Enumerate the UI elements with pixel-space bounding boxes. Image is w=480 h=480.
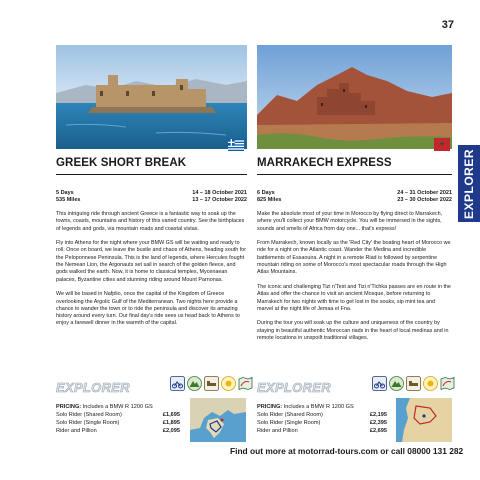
footer-contact[interactable]: Find out more at motorrad-tours.com or call 08000 131 282 (230, 446, 464, 456)
tour-title-morocco: MARRAKECH EXPRESS (257, 157, 392, 169)
greece-fortress-photo (56, 45, 247, 149)
hotel-icon (406, 376, 421, 391)
price-row (56, 427, 180, 435)
price-value: £2,695 (369, 428, 387, 434)
tour-dates (397, 190, 452, 204)
pricing-label: PRICING: (56, 404, 82, 410)
pricing-header (56, 403, 180, 411)
description-paragraph: Fly into Athens for the night where your BMW GS will be waiting and ready to roll. Once on board, we leave the bustle and chaos of Athens, heading south for the Peloponnese Peninsula. This is the land of legends, where Hercules fought the Nemean Lion, the Argonauts set sail in search of the golden fleece, and gods walked the earth. Now, it is home to classical temples, Mycenaean palaces, Byzantine cities and stunning riding around Mount Parnonas. (56, 240, 246, 283)
tour-title-greece: GREEK SHORT BREAK (56, 157, 187, 169)
price-label: Rider and Pillion (257, 428, 298, 434)
description-paragraph: We will be based in Nafplio, once the capital of the Kingdom of Greece overlooking the Argolic Gulf of the Mediterranean. Two nights here provide a chance to wander the town or to ride the peninsula and discover its amazing history around every turn. Our final day's ride sees us head back to Athens to enjoy a farewell dinner in the warmth of the capital. (56, 291, 240, 327)
tour-miles: 535 Miles (56, 197, 81, 203)
tour-days: 6 Days (257, 190, 275, 196)
mountain-icon (187, 376, 202, 391)
price-label: Solo Rider (Shared Room) (56, 412, 122, 418)
price-row (257, 419, 387, 427)
map-route-icon (440, 376, 455, 391)
pricing-includes: Includes a BMW R 1200 GS (82, 404, 153, 410)
price-value: £1,695 (162, 412, 180, 418)
hotel-icon (204, 376, 219, 391)
pricing-block-greece (56, 403, 180, 435)
price-value: £2,095 (162, 428, 180, 434)
price-row (56, 419, 180, 427)
pricing-header (257, 403, 387, 411)
tour-duration (257, 190, 281, 204)
page-number: 37 (441, 19, 454, 31)
sun-icon (221, 376, 236, 391)
price-value: £2,195 (369, 412, 387, 418)
greece-route-map (190, 398, 246, 442)
price-label: Solo Rider (Single Room) (257, 420, 321, 426)
morocco-flag-icon (434, 138, 450, 150)
tour-description-greece (56, 211, 247, 335)
description-paragraph: Make the absolute most of your time in Morocco by flying direct to Marrakech, where you'll collect your BMW motorcycle. You will be immersed in the sights, sounds and smells of Africa from day one... that's express! (257, 211, 443, 232)
price-label: Rider and Pillion (56, 428, 97, 434)
tour-duration (56, 190, 80, 204)
tour-date-2021: 14 – 18 October 2021 (192, 190, 247, 196)
description-paragraph: The iconic and challenging Tizi n'Test and Tizi n'Tichka passes are en route in the Atlas and offer the chance to visit an ancient Mosque, before returning to Marrakech for two nights with time to get lost in the souks, sip mint tea and marvel at the night life of Jemaa el Fna. (257, 283, 451, 312)
tour-miles: 825 Miles (257, 197, 282, 203)
tour-date-2021: 24 – 31 October 2021 (397, 190, 452, 196)
price-row (257, 411, 387, 419)
pricing-label: PRICING: (257, 404, 283, 410)
sun-icon (423, 376, 438, 391)
price-value: £1,895 (162, 420, 180, 426)
morocco-route-map (396, 398, 452, 442)
greece-flag-icon (228, 138, 244, 150)
explorer-side-tab-label: EXPLORER (462, 148, 477, 219)
tour-feature-icons (170, 376, 253, 391)
explorer-side-tab (458, 145, 480, 222)
price-label: Solo Rider (Single Room) (56, 420, 120, 426)
price-row (257, 427, 387, 435)
explorer-logo: EXPLORER (56, 380, 130, 395)
explorer-logo: EXPLORER (257, 380, 331, 395)
title-divider (257, 174, 452, 175)
price-value: £2,395 (369, 420, 387, 426)
price-row (56, 411, 180, 419)
description-paragraph: During the tour you will soak up the culture and uniqueness of the country by staying in beautiful authentic Moroccan riads in the heart of local medinas and in remote locations in unspoilt traditional villages. (257, 320, 449, 342)
tour-dates (192, 190, 247, 204)
tour-days: 5 Days (56, 190, 74, 196)
pricing-includes: Includes a BMW R 1200 GS (283, 404, 354, 410)
mountain-icon (389, 376, 404, 391)
description-paragraph: From Marrakech, known locally as the 'Red City' the boating heart of Morocco we ride for a night on the Atlantic coast. Wander the Medina and incredible battlements of Essaouira. A night in a remote Riad is followed by serpentine mountain riding on some of Morocco's most spectacular roads through the High Atlas Mountains. (257, 240, 451, 276)
title-divider (56, 174, 247, 175)
motorcycle-icon (170, 376, 185, 391)
tour-description-morocco (257, 211, 452, 350)
tour-date-2022: 23 – 30 October 2022 (397, 197, 452, 203)
map-route-icon (238, 376, 253, 391)
tour-feature-icons (372, 376, 455, 391)
tour-date-2022: 13 – 17 October 2022 (192, 197, 247, 203)
price-label: Solo Rider (Shared Room) (257, 412, 323, 418)
description-paragraph: This intriguing ride through ancient Greece is a fantastic way to soak up the towns, coasts, mountains and history of this varied country. See the birthplaces of legends and gods, via mountain roads and coastal vistas. (56, 211, 245, 232)
morocco-kasbah-photo (257, 45, 452, 149)
motorcycle-icon (372, 376, 387, 391)
pricing-block-morocco (257, 403, 387, 435)
